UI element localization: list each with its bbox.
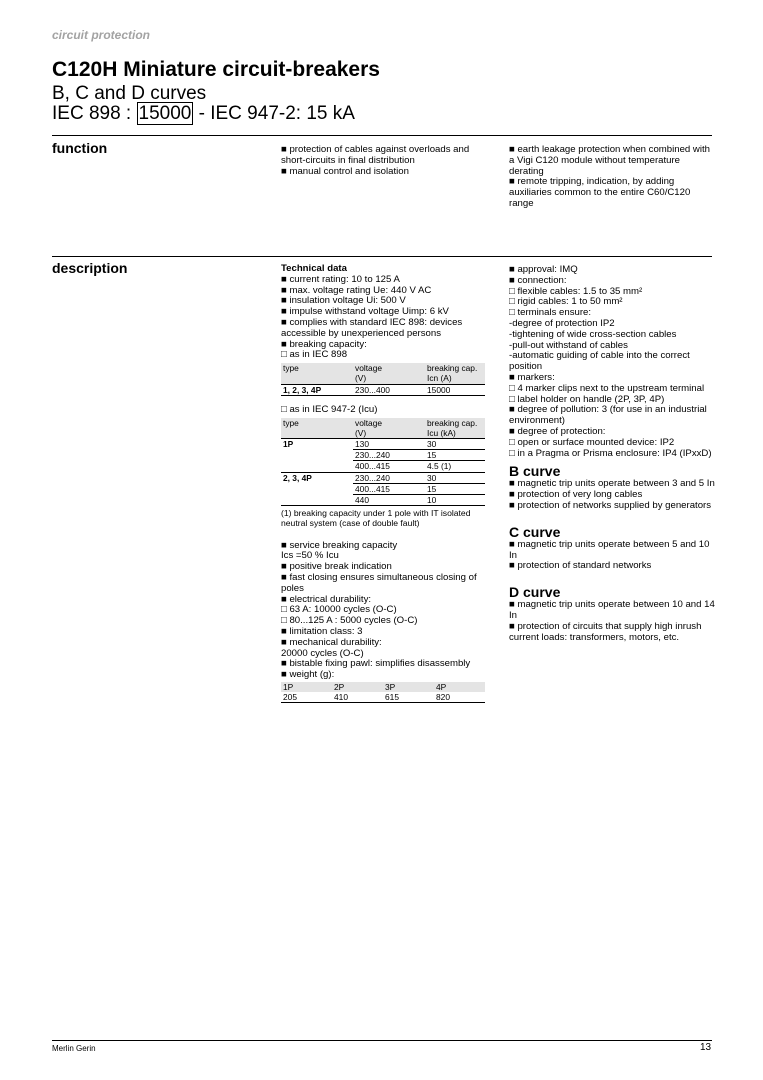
table-row xyxy=(281,495,485,506)
description-col-2 xyxy=(509,265,715,643)
table-header-cell: breaking cap. xyxy=(425,363,485,373)
function-item: ■ protection of cables against overloads and short-circuits in final distribution xyxy=(281,144,470,166)
spec-line: ■ weight (g): xyxy=(281,669,335,681)
table-header-cell xyxy=(281,428,353,439)
tech-line: □ as in IEC 898 xyxy=(281,349,348,361)
tech-line: ■ complies with standard IEC 898: devices accessible by unexperienced persons xyxy=(281,316,463,339)
b-curve-line: ■ magnetic trip units operate between 3 and 5 In xyxy=(509,478,715,490)
page-subtitle: B, C and D curves xyxy=(52,83,207,104)
table-row xyxy=(281,384,485,395)
table-header-cell: type xyxy=(281,418,353,428)
table-header-row xyxy=(281,418,485,428)
table-cell: 15 xyxy=(425,483,485,494)
b-curve-heading: B curve xyxy=(509,463,561,480)
weight-table xyxy=(281,682,485,703)
table-cell: 400...415 xyxy=(353,483,425,494)
standard-boxed-value: 15000 xyxy=(138,103,192,124)
table-cell: 230...240 xyxy=(353,472,425,483)
table-header-cell: (V) xyxy=(353,428,425,439)
header-divider xyxy=(52,135,712,136)
c-curve-line: ■ protection of standard networks xyxy=(509,560,652,572)
table-cell: 130 xyxy=(353,438,425,449)
table-header-cell: Icu (kA) xyxy=(425,428,485,439)
page-number: 13 xyxy=(700,1042,712,1053)
table-cell: 15 xyxy=(425,450,485,461)
function-heading: function xyxy=(52,140,108,156)
page-title: C120H Miniature circuit-breakers xyxy=(52,58,380,81)
spec-line: □ label holder on handle (2P, 3P, 4P) xyxy=(509,393,665,405)
table-row xyxy=(281,461,485,472)
spec-line: ■ fast closing ensures simultaneous closing of poles xyxy=(281,572,477,594)
table-cell: 30 xyxy=(425,438,485,449)
spec-line: 20000 cycles (O-C) xyxy=(281,647,364,659)
technical-data-title: Technical data xyxy=(281,263,347,274)
function-item: ■ manual control and isolation xyxy=(281,165,409,177)
standard-line xyxy=(52,103,355,125)
c-curve-line: ■ magnetic trip units operate between 5 and 10 In xyxy=(509,538,710,561)
tech-line: ■ current rating: 10 to 125 A xyxy=(281,273,400,285)
spec-line: □ 4 marker clips next to the upstream terminal xyxy=(509,382,705,394)
spec-line: ■ degree of pollution: 3 (for use in an industrial environment) xyxy=(509,404,707,427)
table-header-cell: (V) xyxy=(353,373,425,384)
table-header-row xyxy=(281,428,485,439)
function-item: ■ earth leakage protection when combined with a Vigi C120 module without temperature derating xyxy=(509,144,710,177)
spec-line: ■ positive break indication xyxy=(281,561,392,573)
table-cell xyxy=(281,483,353,494)
tech-line: ■ breaking capacity: xyxy=(281,338,367,350)
spec-line: ■ mechanical durability: xyxy=(281,636,382,648)
table-cell: 15000 xyxy=(425,384,485,395)
table-cell xyxy=(281,450,353,461)
b-curve-line: ■ protection of networks supplied by generators xyxy=(509,499,712,511)
spec-line: ■ markers: xyxy=(509,371,555,383)
table-header-cell: 4P xyxy=(434,682,485,692)
spec-line: □ 63 A: 10000 cycles (O-C) xyxy=(281,604,397,616)
table-header-cell: voltage xyxy=(353,418,425,428)
table-cell: 230...240 xyxy=(353,450,425,461)
footnote: (1) breaking capacity under 1 pole with IT isolated neutral system (case of double fault) xyxy=(281,508,471,529)
table-cell: 4.5 (1) xyxy=(425,461,485,472)
table-cell xyxy=(281,495,353,506)
function-col-1 xyxy=(281,145,487,177)
spec-line: □ flexible cables: 1.5 to 35 mm² xyxy=(509,285,643,297)
table-cell: 400...415 xyxy=(353,461,425,472)
spec-line: ■ service breaking capacity xyxy=(281,539,398,551)
table-row xyxy=(281,483,485,494)
table-cell: 1, 2, 3, 4P xyxy=(281,384,353,395)
more-specs xyxy=(281,541,487,681)
b-curve-line: ■ protection of very long cables xyxy=(509,489,643,501)
table-header-row xyxy=(281,682,485,692)
table-header-cell: 3P xyxy=(383,682,434,692)
table-cell: 230...400 xyxy=(353,384,425,395)
category-label: circuit protection xyxy=(52,28,151,42)
spec-line: -degree of protection IP2 xyxy=(509,317,615,329)
iec947-label: □ as in IEC 947-2 (Icu) xyxy=(281,403,378,415)
c-curve-heading: C curve xyxy=(509,523,561,540)
iec898-table xyxy=(281,363,485,396)
spec-line: ■ electrical durability: xyxy=(281,593,372,605)
tech-line: ■ max. voltage rating Ue: 440 V AC xyxy=(281,284,432,296)
table-row xyxy=(281,438,485,449)
spec-line: ■ approval: IMQ xyxy=(509,264,578,275)
d-curve-heading: D curve xyxy=(509,584,561,601)
table-header-cell: 2P xyxy=(332,682,383,692)
spec-line: -automatic guiding of cable into the correct position xyxy=(509,350,690,373)
table-cell: 30 xyxy=(425,472,485,483)
spec-line: ■ degree of protection: xyxy=(509,425,606,437)
table-row xyxy=(281,472,485,483)
spec-line: □ terminals ensure: xyxy=(509,307,592,319)
table-cell: 2, 3, 4P xyxy=(283,472,312,483)
table-cell: 440 xyxy=(353,495,425,506)
table-header-cell: 1P xyxy=(281,682,332,692)
table-cell: 205 xyxy=(281,692,332,703)
tech-line: ■ impulse withstand voltage Uimp: 6 kV xyxy=(281,306,449,318)
spec-line: ■ connection: xyxy=(509,274,567,286)
table-header-cell xyxy=(281,373,353,384)
description-heading: description xyxy=(52,260,128,276)
table-row xyxy=(281,692,485,703)
table-cell xyxy=(281,461,353,472)
table-header-cell: voltage xyxy=(353,363,425,373)
d-curve-line: ■ protection of circuits that supply high inrush current loads: transformers, motors, etc. xyxy=(509,620,702,643)
table-cell: 410 xyxy=(332,692,383,703)
table-cell: 615 xyxy=(383,692,434,703)
function-col-2 xyxy=(509,145,715,210)
spec-line: □ in a Pragma or Prisma enclosure: IP4 (IPxxD) xyxy=(509,447,712,459)
description-col-1 xyxy=(281,264,487,703)
table-header-cell: Icn (A) xyxy=(425,373,485,384)
standard-suffix: - IEC 947-2: 15 kA xyxy=(198,103,355,124)
table-cell: 1P xyxy=(283,438,294,449)
table-header-cell: type xyxy=(281,363,353,373)
footer-brand: Merlin Gerin xyxy=(52,1044,96,1053)
spec-line: □ rigid cables: 1 to 50 mm² xyxy=(509,296,623,308)
spec-line: ■ limitation class: 3 xyxy=(281,625,363,637)
table-cell: 10 xyxy=(425,495,485,506)
function-item: ■ remote tripping, indication, by adding auxiliaries common to the entire C60/C120 range xyxy=(509,176,691,209)
table-header-cell: breaking cap. xyxy=(425,418,485,428)
iec947-table xyxy=(281,418,485,507)
spec-line: Ics =50 % Icu xyxy=(281,550,339,562)
spec-line: -tightening of wide cross-section cables xyxy=(509,328,677,340)
tech-line: ■ insulation voltage Ui: 500 V xyxy=(281,295,406,307)
table-row xyxy=(281,450,485,461)
spec-line: ■ bistable fixing pawl: simplifies disassembly xyxy=(281,658,471,670)
footer-divider xyxy=(52,1040,712,1041)
spec-line: □ open or surface mounted device: IP2 xyxy=(509,436,675,448)
function-divider xyxy=(52,256,712,257)
d-curve-line: ■ magnetic trip units operate between 10 and 14 In xyxy=(509,599,715,621)
table-header-row xyxy=(281,373,485,384)
standard-prefix: IEC 898 : xyxy=(52,103,132,124)
spec-line: □ 80...125 A : 5000 cycles (O-C) xyxy=(281,615,418,627)
table-cell: 820 xyxy=(434,692,485,703)
spec-line: -pull-out withstand of cables xyxy=(509,339,628,351)
table-header-row xyxy=(281,363,485,373)
